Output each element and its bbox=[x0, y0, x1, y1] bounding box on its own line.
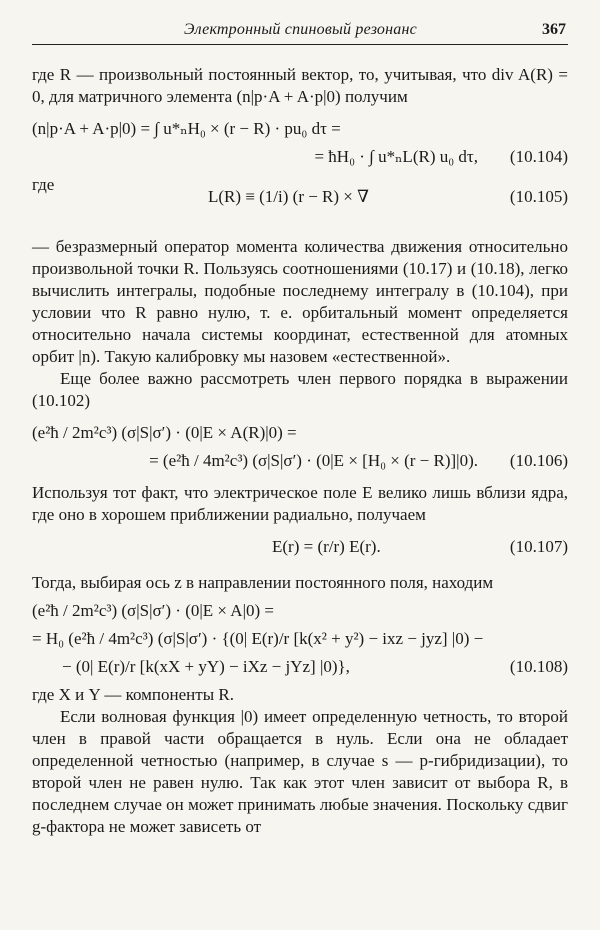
equation-10-108 bbox=[32, 600, 568, 678]
paragraph-5: Тогда, выбирая ось z в направлении постоянного поля, находим bbox=[32, 573, 494, 592]
running-title: Электронный спиновый резонанс bbox=[184, 21, 417, 38]
page-body bbox=[32, 64, 568, 838]
paragraph-4: Используя тот факт, что электрическое поле E велико лишь вблизи ядра, где оно в хорошем приближении радиально, получаем bbox=[32, 483, 568, 524]
where-label: где bbox=[32, 175, 55, 194]
equation-number-10-105: (10.105) bbox=[509, 187, 568, 206]
paragraph-3: Еще более важно рассмотреть член первого порядка в выражении (10.102) bbox=[32, 369, 568, 410]
paragraph-7: Если волновая функция |0) имеет определенную четность, то второй член в правой части обращается в нуль. Если она не обладает определенной четностью (например, в случае s — p-гибридизации), то второй член не равен нулю. Так как этот член зависит от выбора R, в последнем случае он может принимать любые значения. Поскольку сдвиг g-фактора не может зависеть от bbox=[32, 707, 568, 836]
page-number: 367 bbox=[542, 21, 566, 38]
paragraph-6: где X и Y — компоненты R. bbox=[32, 685, 234, 704]
equation-10-108-line-2: = H₀ (e²ħ / 4m²c³) (σ|S|σ′) · {(0| E(r)/r [k(x² + y²) − ixz − jyz] |0) − bbox=[32, 629, 484, 648]
equation-10-106-line-1: (e²ħ / 2m²c³) (σ|S|σ′) · (0|E × A(R)|0) = bbox=[32, 423, 297, 442]
equation-number-10-107: (10.107) bbox=[509, 537, 568, 556]
equation-number-10-104: (10.104) bbox=[509, 147, 568, 166]
page-header bbox=[32, 18, 568, 45]
paragraph-1: где R — произвольный постоянный вектор, то, учитывая, что div A(R) = 0, для матричного элемента (n|p·A + A·p|0) получим bbox=[32, 65, 568, 106]
equation-10-108-line-3: − (0| E(r)/r [k(xX + yY) − iXz − jYz] |0)}, bbox=[62, 657, 350, 676]
equation-10-104-line-2: = ħH₀ · ∫ u*ₙL(R) u₀ dτ, bbox=[314, 147, 478, 166]
equation-10-105-body: L(R) ≡ (1/i) (r − R) × ∇ bbox=[208, 187, 370, 206]
equation-number-10-106: (10.106) bbox=[509, 451, 568, 470]
paragraph-2: — безразмерный оператор момента количества движения относительно произвольной точки R. Пользуясь соотношениями (10.17) и (10.18), легко вычислить интегралы, подобные последнему интегралу в (10.104), при условии что R равно нулю, т. е. орбитальный момент определяется относительно начала системы координат, естественной для атомных орбит |n). Такую калибровку мы назовем «естественной». bbox=[32, 237, 568, 366]
equation-10-104 bbox=[32, 118, 568, 168]
equation-10-106-line-2: = (e²ħ / 4m²c³) (σ|S|σ′) · (0|E × [H₀ × (r − R)]|0). bbox=[149, 451, 478, 470]
equation-number-10-108: (10.108) bbox=[509, 657, 568, 676]
equation-10-106 bbox=[32, 422, 568, 472]
equation-10-104-line-1: (n|p·A + A·p|0) = ∫ u*ₙH₀ × (r − R) · pu₀ dτ = bbox=[32, 119, 341, 138]
equation-10-105 bbox=[32, 174, 568, 230]
equation-10-107-body: E(r) = (r/r) E(r). bbox=[272, 537, 381, 556]
equation-10-108-line-1: (e²ħ / 2m²c³) (σ|S|σ′) · (0|E × A|0) = bbox=[32, 601, 274, 620]
equation-10-107 bbox=[32, 532, 568, 562]
